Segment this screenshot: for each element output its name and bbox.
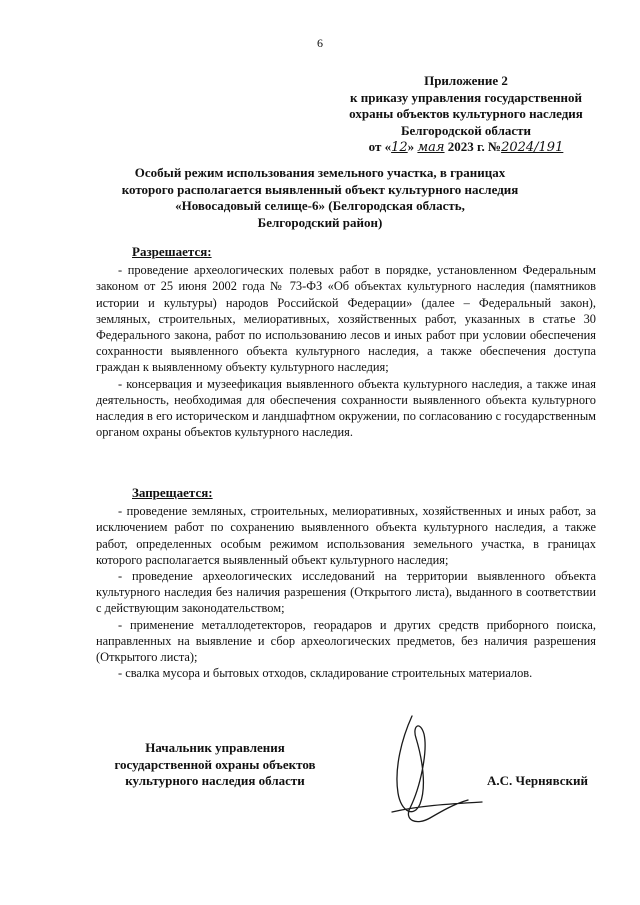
date-prefix: от «	[368, 139, 392, 154]
title-line-3: «Новосадовый селище-6» (Белгородская область,	[175, 198, 465, 213]
title-line-1: Особый режим использования земельного участка, в границах	[134, 165, 506, 180]
forbidden-item: - применение металлодетекторов, георадаров и других средств приборного поиска, направленных на выявление и сбор археологических предметов, без наличия разрешения (Открытого листа);	[96, 617, 596, 665]
allowed-heading: Разрешается:	[132, 244, 212, 259]
order-number: 2024/191	[501, 140, 564, 155]
signer-title	[100, 740, 330, 790]
handwritten-signature	[372, 708, 492, 838]
title-line-4: Белгородский район)	[257, 214, 383, 230]
date-month: мая	[417, 140, 445, 155]
forbidden-item: - проведение археологических исследований на территории выявленного объекта культурного наследия без наличия разрешения (Открытого листа), выданного в соответствии с действующим законодательством;	[96, 569, 596, 616]
allowed-section	[96, 244, 596, 440]
appendix-header	[336, 73, 596, 157]
forbidden-heading: Запрещается:	[132, 485, 213, 500]
appendix-date-line	[336, 139, 596, 157]
allowed-item: - консервация и музеефикация выявленного объекта культурного наследия, а также иная деятельность, необходимая для обеспечения сохранности выявленного объекта культурного наследия в его историческом и ландшафтном окружении, по согласованию с государственным органом охраны объектов культурного наследия.	[96, 376, 596, 440]
signer-line-3: культурного наследия области	[125, 773, 305, 788]
appendix-line-4: Белгородской области	[400, 122, 532, 138]
appendix-line-2: к приказу управления государственной	[350, 89, 582, 105]
appendix-line-3: охраны объектов культурного наследия	[349, 106, 583, 121]
signer-line-1: Начальник управления	[145, 740, 285, 755]
date-day: 12	[391, 140, 408, 155]
page-number: 6	[317, 36, 323, 50]
signer-name: А.С. Чернявский	[487, 773, 589, 788]
signer-line-2: государственной охраны объектов	[114, 756, 316, 772]
date-mid-1: »	[407, 139, 415, 154]
forbidden-item: - свалка мусора и бытовых отходов, складирование строительных материалов.	[118, 666, 533, 681]
allowed-item: - проведение археологических полевых работ в порядке, установленном Федеральным законом от 25 июня 2002 года № 73-ФЗ «Об объектах культурного наследия (памятников истории и культуры) народов Российской Федерации» (далее – Федеральный закон), земляных, строительных, мелиоративных, хозяйственных работ, указанных в статье 30 Федерального закона, работ по использованию лесов и иных работ при условии обеспечения сохранности выявленного объекта культурного наследия, а также обеспечения доступа граждан к выявленному объекту культурного наследия;	[96, 263, 596, 375]
document-title	[100, 165, 540, 231]
appendix-line-1: Приложение 2	[424, 73, 508, 88]
date-mid-2: 2023 г. №	[447, 139, 502, 154]
forbidden-item: - проведение земляных, строительных, мелиоративных, хозяйственных и иных работ, за исключением работ по сохранению выявленного объекта культурного наследия, а также работ, определенных особым режимом использования земельного участка, в границах которого располагается выявленный объект культурного наследия;	[96, 504, 596, 567]
forbidden-section	[96, 485, 596, 681]
title-line-2: которого располагается выявленный объект культурного наследия	[121, 181, 519, 197]
